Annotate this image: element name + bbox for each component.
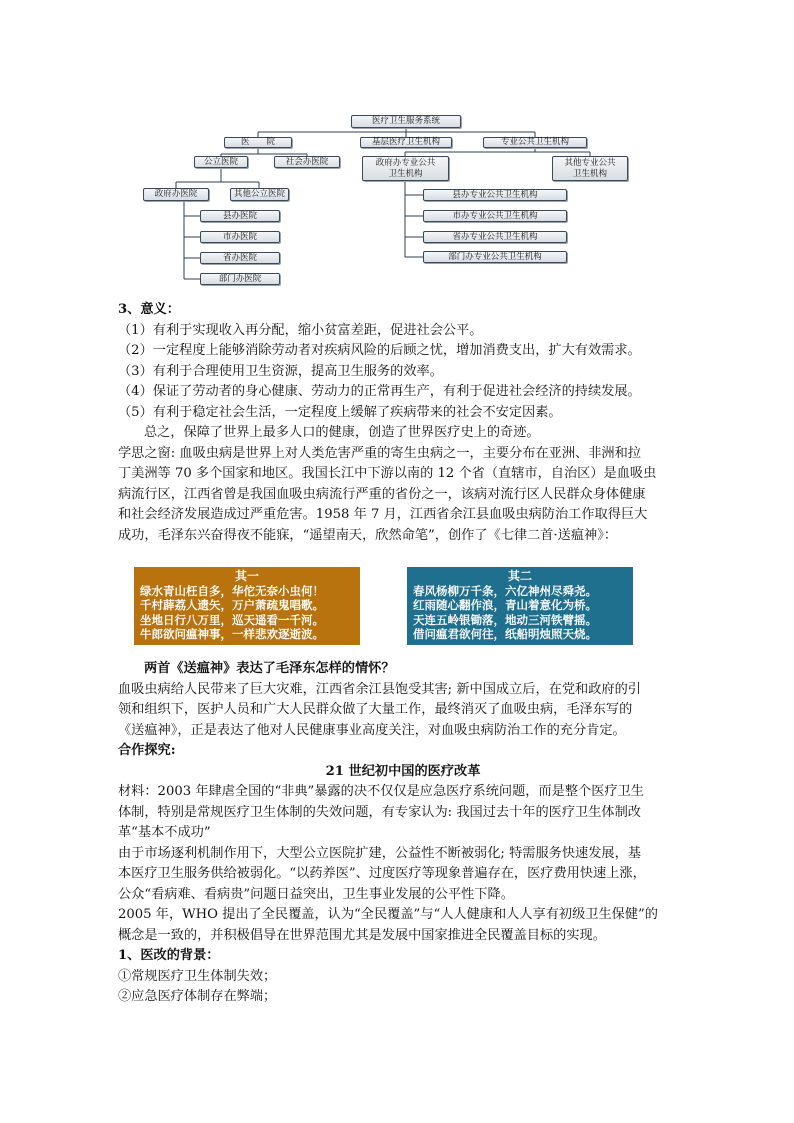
org-social-hospital: 社会办医院 [274,156,340,168]
material-line: 革“基本不成功” [118,825,211,840]
question: 两首《送瘟神》表达了毛泽东怎样的情怀？ [144,661,395,676]
org-root: 医疗卫生服务系统 [351,115,461,128]
significance-heading: 3、意义： [118,302,180,317]
answer-line: 领和组织下，医护人员和广大人民群众做了大量工作，最终消灭了血吸虫病，毛泽东写的 [118,702,633,717]
significance-item: （2）一定程度上能够消除劳动者对疾病风险的后顾之忧，增加消费支出，扩大有效需求。 [118,343,641,358]
significance-summary: 总之，保障了世界上最多人口的健康，创造了世界医疗史上的奇迹。 [144,425,540,440]
material-line: 材料：2003 年肆虐全国的“非典”暴露的决不仅仅是应急医疗系统问题，而是整个医疗卫生 [118,784,644,799]
poem-one-title: 其一 [234,569,259,583]
learning-line: 和社会经济发展造成过严重危害。1958 年 7 月，江西省余江县血吸虫病防治工作取得巨大 [118,507,648,522]
learning-line: 成功，毛泽东兴奋得夜不能寐，“遥望南天，欣然命笔”，创作了《七律二首·送瘟神》： [118,527,618,543]
org-city-special: 市办专业公共卫生机构 [423,210,567,222]
learning-line: 病流行区，江西省曾是我国血吸虫病流行严重的省份之一，该病对流行区人民群众身体健康 [118,486,646,502]
org-gov-special [362,156,449,181]
answer-line: 血吸虫病给人民带来了巨大灾难，江西省余江县饱受其害; 新中国成立后，在党和政府的引 [118,681,641,697]
qa-section [118,659,688,1008]
org-public-hospital: 公立医院 [194,156,248,168]
org-gov-hospital: 政府办医院 [143,188,209,201]
poem-line: 千村薜荔人遗矢，万户萧疏鬼唱歌。 [140,598,324,613]
org-chart [0,0,794,300]
significance-section [118,300,688,546]
poem-one-box [134,567,360,645]
org-special: 专业公共卫生机构 [483,137,587,148]
poem-line: 天连五岭银锄落，地动三河铁臂摇。 [413,612,597,627]
org-other-special [552,156,628,181]
org-city-hospital: 市办医院 [200,231,280,243]
material-line: 本医疗卫生服务供给被弱化。“以药养医”、过度医疗等现象普遍存在，医疗费用快速上涨， [118,866,646,881]
org-hospital: 医 院 [224,137,292,148]
material-line: 体制，特别是常规医疗卫生体制的失效问题，有专家认为: 我国过去十年的医疗卫生体制改 [118,804,641,820]
org-other-public: 其他公立医院 [230,188,289,201]
cooperation-heading: 合作探究: [118,743,176,758]
poem-line: 春风杨柳万千条，六亿神州尽舜尧。 [413,583,597,598]
poem-line: 绿水青山枉自多，华佗无奈小虫何！ [140,583,324,598]
material-line: 由于市场逐利机制作用下，大型公立医院扩建，公益性不断被弱化; 特需服务快速发展，基 [118,845,641,861]
material-line: 公众“看病难、看病贵”问题日益突出，卫生事业发展的公平性下降。 [118,886,514,902]
background-item: ②应急医疗体制存在弊端； [118,989,277,1004]
significance-item: （1）有利于实现收入再分配，缩小贫富差距，促进社会公平。 [118,322,483,338]
poem-line: 红雨随心翻作浪，青山着意化为桥。 [413,598,597,613]
poem-two-box [407,567,633,645]
org-county-special: 县办专业公共卫生机构 [423,189,567,201]
org-gov-special-label: 政府办专业公共卫生机构 [375,157,436,179]
significance-item: （4）保证了劳动者的身心健康、劳动力的正常再生产，有利于促进社会经济的持续发展。 [118,384,641,399]
background-heading: 1、医改的背景： [118,948,220,963]
org-county-hospital: 县办医院 [200,210,280,222]
learning-line: 丁美洲等 70 多个国家和地区。我国长江中下游以南的 12 个省（直辖市，自治区）是血吸虫 [118,466,657,481]
org-department-special: 部门办专业公共卫生机构 [423,251,567,263]
poem-line: 借问瘟君欲何往，纸船明烛照天烧。 [413,627,597,642]
background-item: ①常规医疗卫生体制失效； [118,968,277,984]
answer-line: 《送瘟神》，正是表达了他对人民健康事业高度关注，对血吸虫病防治工作的充分肯定。 [118,722,626,738]
org-province-hospital: 省办医院 [200,252,280,264]
poem-two-title: 其二 [507,569,532,583]
poem-line: 坐地日行八万里，巡天遥看一千河。 [140,612,324,627]
org-province-special: 省办专业公共卫生机构 [423,231,567,243]
org-basic: 基层医疗卫生机构 [360,137,452,148]
org-department-hospital: 部门办医院 [200,273,280,285]
significance-item: （5）有利于稳定社会生活，一定程度上缓解了疾病带来的社会不安定因素。 [118,404,562,420]
org-chart-connectors [0,0,794,300]
material-line: 概念是一致的，并积极倡导在世界范围尤其是发展中国家推进全民覆盖目标的实现。 [118,927,606,943]
significance-item: （3）有利于合理使用卫生资源，提高卫生服务的效率。 [118,363,443,379]
reform-title: 21 世纪初中国的医疗改革 [325,763,481,779]
material-line: 2005 年，WHO 提出了全民覆盖，认为“全民覆盖”与“人人健康和人人享有初级卫生保健”的 [118,907,658,922]
org-other-special-label: 其他专业公共卫生机构 [564,157,616,179]
poem-line: 牛郎欲问瘟神事，一样悲欢逐逝波。 [140,627,324,642]
learning-line: 学思之窗: 血吸虫病是世界上对人类危害严重的寄生虫病之一，主要分布在亚洲、非洲和拉 [118,445,641,461]
